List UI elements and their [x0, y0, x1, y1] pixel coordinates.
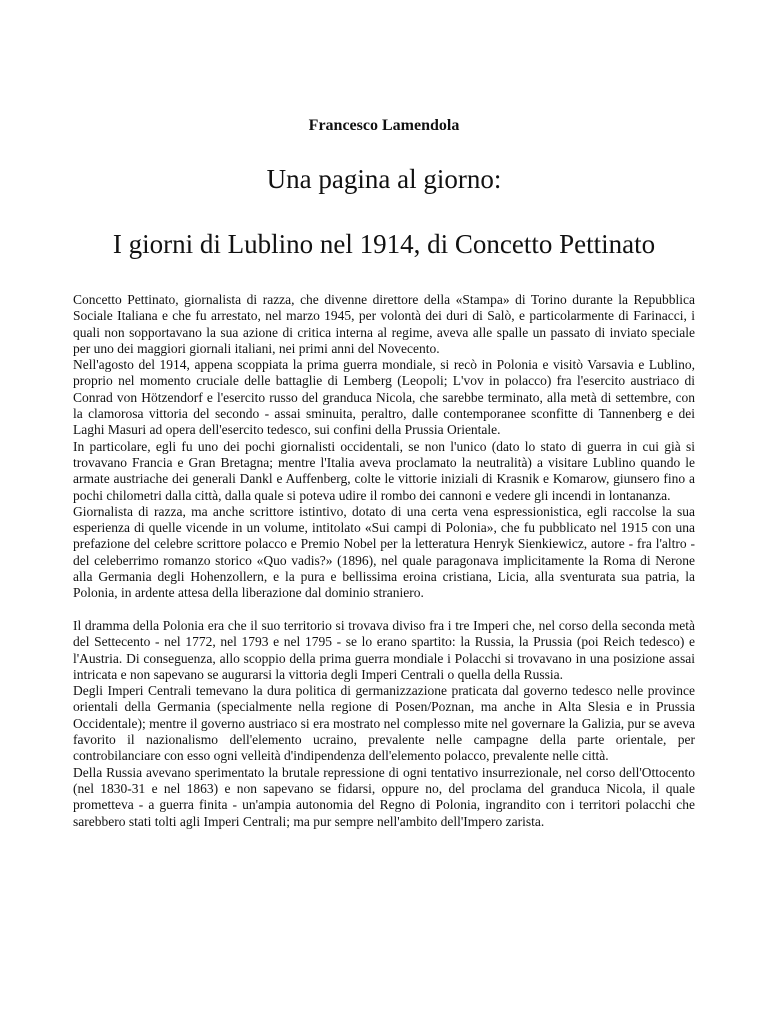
- paragraph: Concetto Pettinato, giornalista di razza, che divenne direttore della «Stampa» di Torino durante la Repubblica Sociale Italiana e che fu arrestato, nel marzo 1945, per volontà dei duri di Salò, e particolarmente di Farinacci, i quali non sopportavano la sua azione di critica interna al regime, aveva alle spalle un passato di inviato speciale per uno dei maggiori giornali italiani, nei primi anni del Novecento.: [73, 292, 695, 356]
- article-title: I giorni di Lublino nel 1914, di Concetto Pettinato: [112, 229, 656, 259]
- series-title: Una pagina al giorno:: [266, 164, 502, 194]
- paragraph: Giornalista di razza, ma anche scrittore istintivo, dotato di una certa vena espressionistica, egli raccolse la sua esperienza di quelle vicende in un volume, intitolato «Sui campi di Polonia», che fu pubblicato nel 1915 con una prefazione del celebre scrittore polacco e Premio Nobel per la letteratura Henryk Sienkiewicz, autore - fra l'altro - del celeberrimo romanzo storico «Quo vadis?» (1896), nel quale paragonava implicitamente la Roma di Nerone alla Germania degli Hohenzollern, e la pura e bellissima eroina cristiana, Licia, alla sventurata sua patria, la Polonia, in ardente attesa della liberazione dal dominio straniero.: [73, 503, 695, 601]
- article-body: [73, 292, 695, 830]
- paragraph: In particolare, egli fu uno dei pochi giornalisti occidentali, se non l'unico (dato lo stato di guerra in cui già si trovavano Francia e Gran Bretagna; mentre l'Italia aveva proclamato la neutralità) a visitare Lublino quando le armate austriache dei generali Dankl e Auffenberg, colte le vittorie iniziali di Krasnik e Komarow, giunsero fino a pochi chilometri dalla città, dalla quale si poteva udire il rombo dei cannoni e vedere gli incendi in lontananza.: [73, 438, 695, 503]
- paragraph: Nell'agosto del 1914, appena scoppiata la prima guerra mondiale, si recò in Polonia e visitò Varsavia e Lublino, proprio nel momento cruciale delle battaglie di Lemberg (Leopoli; L'vov in polacco) fra l'esercito austriaco di Conrad von Hötzendorf e l'esercito russo del granduca Nicola, che sarebbe terminato, alla metà di settembre, con la clamorosa vittoria del secondo - assai sminuita, peraltro, dalle contemporanee sconfitte di Tannenberg e dei Laghi Masuri ad opera dell'esercito tedesco, sui confini della Prussia Orientale.: [73, 357, 695, 438]
- author-name: Francesco Lamendola: [308, 117, 460, 134]
- paragraph: Il dramma della Polonia era che il suo territorio si trovava diviso fra i tre Imperi che, nel corso della seconda metà del Settecento - nel 1772, nel 1793 e nel 1795 - se lo erano spartito: la Russia, la Prussia (poi Reich tedesco) e l'Austria. Di conseguenza, allo scoppio della prima guerra mondiale i Polacchi si trovavano in una posizione assai intricata e non sapevano se augurarsi la vittoria degli Imperi Centrali o quella della Russia.: [73, 617, 695, 682]
- paragraph: Degli Imperi Centrali temevano la dura politica di germanizzazione praticata dal governo tedesco nelle province orientali della Germania (specialmente nella regione di Posen/Poznan, ma anche in Alta Slesia e in Prussia Occidentale); mentre il governo austriaco si era mostrato nel complesso mite nel governare la Galizia, pur se aveva favorito il nazionalismo dell'elemento ucraino, prevalente nelle campagne della parte orientale, per controbilanciare con esso ogni velleità d'indipendenza dell'elemento polacco, prevalente nelle città.: [73, 683, 695, 764]
- paragraph: Della Russia avevano sperimentato la brutale repressione di ogni tentativo insurrezionale, nel corso dell'Ottocento (nel 1830-31 e nel 1863) e non sapevano se fidarsi, oppure no, del proclama del granduca Nicola, il quale prometteva - a guerra finita - un'ampia autonomia del Regno di Polonia, ingrandito con i territori polacchi che sarebbero stati tolti agli Imperi Centrali; ma pur sempre nell'ambito dell'Impero zarista.: [73, 764, 695, 829]
